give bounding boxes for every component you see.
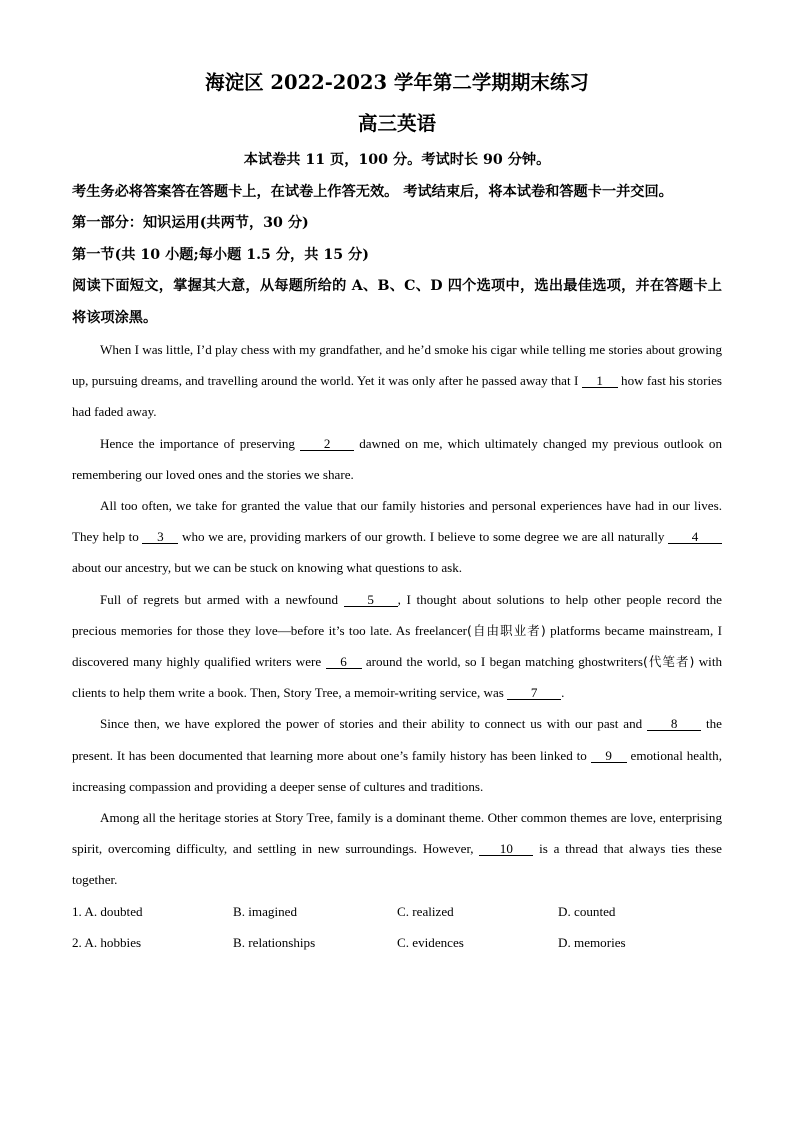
passage-text: When I was little, I’d play chess with my grandfather, and he’d smoke his cigar while telling me stories about growing up, pursuing dreams, and travelling around the world. Yet it was only after he passed away that I bbox=[72, 342, 722, 389]
part-heading: 第一部分：知识运用(共两节，30 分) bbox=[72, 215, 309, 231]
passage-text: around the world, so I began matching ghostwriters bbox=[361, 654, 643, 670]
passage-text: how fast his stories had faded away. bbox=[72, 373, 722, 420]
blank-7: 7 bbox=[507, 686, 561, 700]
blank-6: 6 bbox=[326, 655, 362, 669]
passage-text: . bbox=[561, 685, 565, 701]
passage-text: platforms became mainstream, I discovered many highly qualified writers were bbox=[72, 622, 722, 670]
gloss-ghostwriters: (代笔者) bbox=[642, 654, 695, 670]
passage-paragraph-1 bbox=[72, 334, 722, 428]
passage-text: , I thought about solutions to help other people record the precious memories for those they love—before it’s too late. As freelancer bbox=[72, 591, 722, 638]
blank-8: 8 bbox=[647, 717, 701, 731]
option-1a: 1. A. doubted bbox=[72, 903, 143, 919]
blank-2: 2 bbox=[300, 437, 354, 451]
passage-text: emotional health, increasing compassion and providing a deeper sense of cultures and traditions. bbox=[72, 747, 722, 794]
blank-1: 1 bbox=[582, 374, 618, 388]
blank-5: 5 bbox=[344, 593, 398, 607]
question-2-options bbox=[72, 927, 722, 958]
passage-text: Among all the heritage stories at Story Tree, family is a dominant theme. Other common themes are love, enterprising spirit, overcoming difficulty, and settling in new surroundings. However, bbox=[72, 810, 722, 857]
blank-4: 4 bbox=[668, 530, 722, 544]
passage-paragraph-6 bbox=[72, 802, 722, 896]
section-heading: 第一节(共 10 小题;每小题 1.5 分，共 15 分) bbox=[72, 246, 369, 263]
passage-paragraph-4 bbox=[72, 584, 722, 709]
exam-notice: 考生务必将答案答在答题卡上，在试卷上作答无效。 考试结束后，将本试卷和答题卡一并交回。 bbox=[72, 183, 673, 200]
passage-paragraph-3 bbox=[72, 490, 722, 584]
option-2c: C. evidences bbox=[397, 934, 464, 950]
passage-text: with clients to help them write a book. Then, Story Tree, a memoir-writing service, was bbox=[72, 654, 723, 701]
instruction: 阅读下面短文，掌握其大意，从每题所给的 A、B、C、D 四个选项中，选出最佳选项，并在答题卡上将该项涂黑。 bbox=[72, 278, 722, 326]
passage-text: is a thread that always ties these together. bbox=[72, 841, 722, 888]
option-2d: D. memories bbox=[558, 934, 626, 950]
blank-10: 10 bbox=[479, 842, 533, 856]
option-2b: B. relationships bbox=[233, 934, 316, 950]
passage-text: dawned on me, which ultimately changed my previous outlook on remembering our loved ones and the stories we share. bbox=[72, 435, 722, 482]
option-1b: B. imagined bbox=[233, 903, 298, 919]
exam-subject: 高三英语 bbox=[357, 112, 436, 135]
passage-text: who we are, providing markers of our growth. I believe to some degree we are all naturally bbox=[178, 529, 668, 545]
passage-text: Since then, we have explored the power of stories and their ability to connect us with our past and bbox=[100, 716, 648, 732]
exam-title: 海淀区 2022-2023 学年第二学期期末练习 bbox=[205, 71, 589, 94]
passage-text: about our ancestry, but we can be stuck on knowing what questions to ask. bbox=[72, 560, 463, 576]
blank-9: 9 bbox=[591, 749, 627, 763]
passage-paragraph-2 bbox=[72, 428, 722, 490]
option-1d: D. counted bbox=[558, 903, 616, 919]
passage-paragraph-5 bbox=[72, 708, 722, 802]
passage-text: Full of regrets but armed with a newfound bbox=[100, 591, 344, 607]
blank-3: 3 bbox=[142, 530, 178, 544]
exam-meta: 本试卷共 11 页，100 分。考试时长 90 分钟。 bbox=[243, 152, 551, 168]
gloss-freelancer: (自由职业者) bbox=[467, 622, 546, 638]
passage-text: Hence the importance of preserving bbox=[100, 435, 301, 451]
question-1-options bbox=[72, 896, 722, 927]
option-2a: 2. A. hobbies bbox=[72, 934, 142, 950]
option-1c: C. realized bbox=[397, 903, 454, 919]
exam-page bbox=[72, 70, 722, 958]
passage-text: the present. It has been documented that learning more about one’s family history has been linked to bbox=[72, 716, 722, 763]
passage-text: All too often, we take for granted the value that our family histories and personal experiences have had in our lives. They help to bbox=[72, 498, 722, 545]
